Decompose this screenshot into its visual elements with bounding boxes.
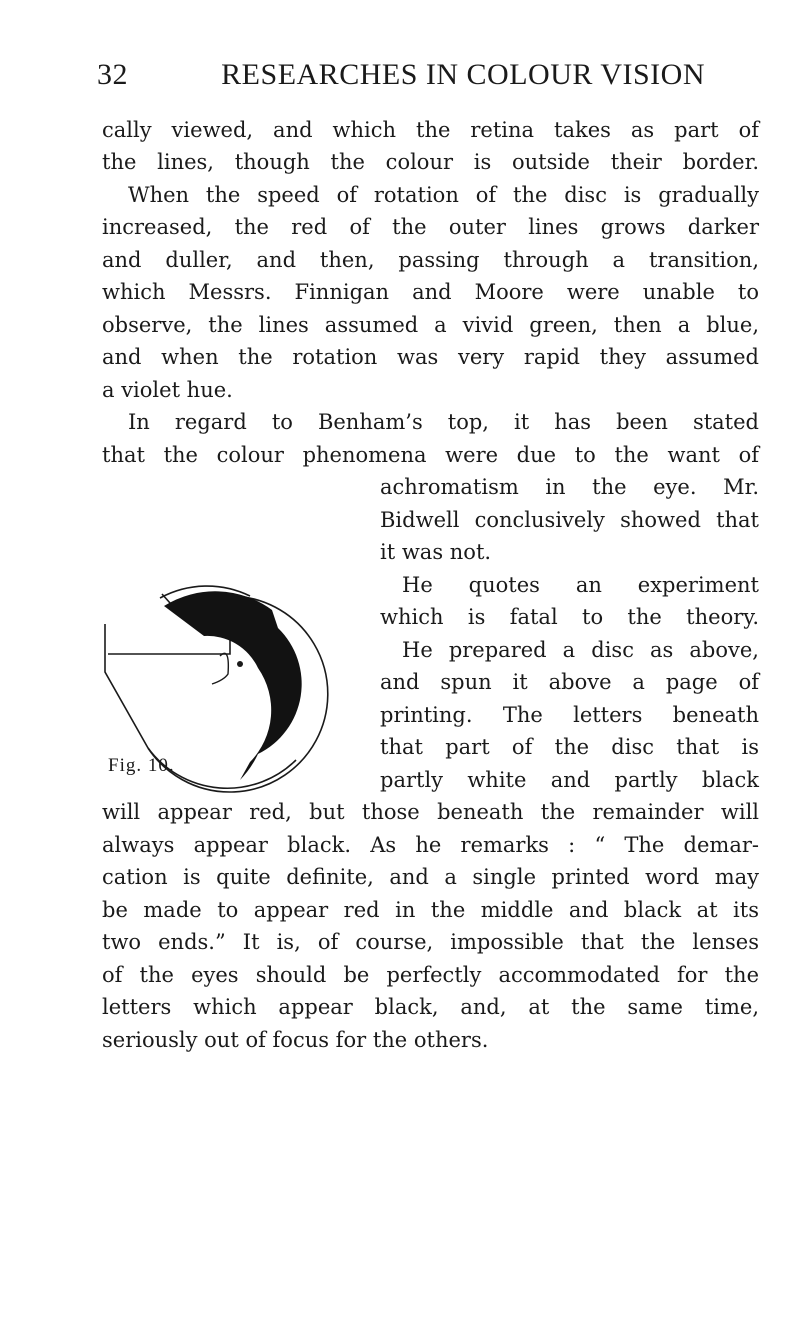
text-line: and when the rotation was very rapid they assumed bbox=[102, 345, 759, 369]
text-line: be made to appear red in the middle and black at its bbox=[102, 898, 759, 922]
text-line: Bidwell conclusively showed that bbox=[380, 508, 759, 532]
text-line: cation is quite definite, and a single printed word may bbox=[102, 865, 759, 889]
text-line: seriously out of focus for the others. bbox=[102, 1028, 489, 1052]
text-line: which is fatal to the theory. bbox=[380, 605, 759, 629]
text-line: that part of the disc that is bbox=[380, 735, 759, 759]
text-line: increased, the red of the outer lines grows darker bbox=[102, 215, 759, 239]
text-line: of the eyes should be perfectly accommodated for the bbox=[102, 963, 759, 987]
disc-center-hook bbox=[212, 653, 228, 684]
text-line: letters which appear black, and, at the same time, bbox=[102, 995, 759, 1019]
text-line: He prepared a disc as above, bbox=[402, 638, 759, 662]
figure-caption: Fig. 10. bbox=[108, 755, 175, 776]
text-line: will appear red, but those beneath the remainder will bbox=[102, 800, 759, 824]
text-line: printing. The letters beneath bbox=[380, 703, 759, 727]
text-line: partly white and partly black bbox=[380, 768, 759, 792]
text-line: which Messrs. Finnigan and Moore were unable to bbox=[102, 280, 759, 304]
text-line: two ends.” It is, of course, impossible that the lenses bbox=[102, 930, 759, 954]
text-line: When the speed of rotation of the disc is gradually bbox=[128, 183, 759, 207]
text-line: achromatism in the eye. Mr. bbox=[380, 475, 759, 499]
text-line: and spun it above a page of bbox=[380, 670, 759, 694]
text-line: the lines, though the colour is outside their border. bbox=[102, 150, 759, 174]
page-number: 32 bbox=[97, 58, 128, 91]
running-head bbox=[97, 58, 705, 92]
text-line: In regard to Benham’s top, it has been stated bbox=[128, 410, 759, 434]
disc-black-sector bbox=[164, 591, 302, 780]
text-line: a violet hue. bbox=[102, 378, 233, 402]
text-line: and duller, and then, passing through a transition, bbox=[102, 248, 759, 272]
text-line: it was not. bbox=[380, 540, 492, 564]
text-line: that the colour phenomena were due to the want of bbox=[102, 443, 759, 467]
text-line: always appear black. As he remarks : “ The demar- bbox=[102, 833, 759, 857]
text-line: observe, the lines assumed a vivid green, then a blue, bbox=[102, 313, 759, 337]
running-title: RESEARCHES IN COLOUR VISION bbox=[221, 58, 705, 91]
disc-center-dot bbox=[237, 661, 243, 667]
text-line: cally viewed, and which the retina takes as part of bbox=[102, 118, 759, 142]
text-line: He quotes an experiment bbox=[402, 573, 759, 597]
disc-left-edge bbox=[105, 624, 148, 748]
